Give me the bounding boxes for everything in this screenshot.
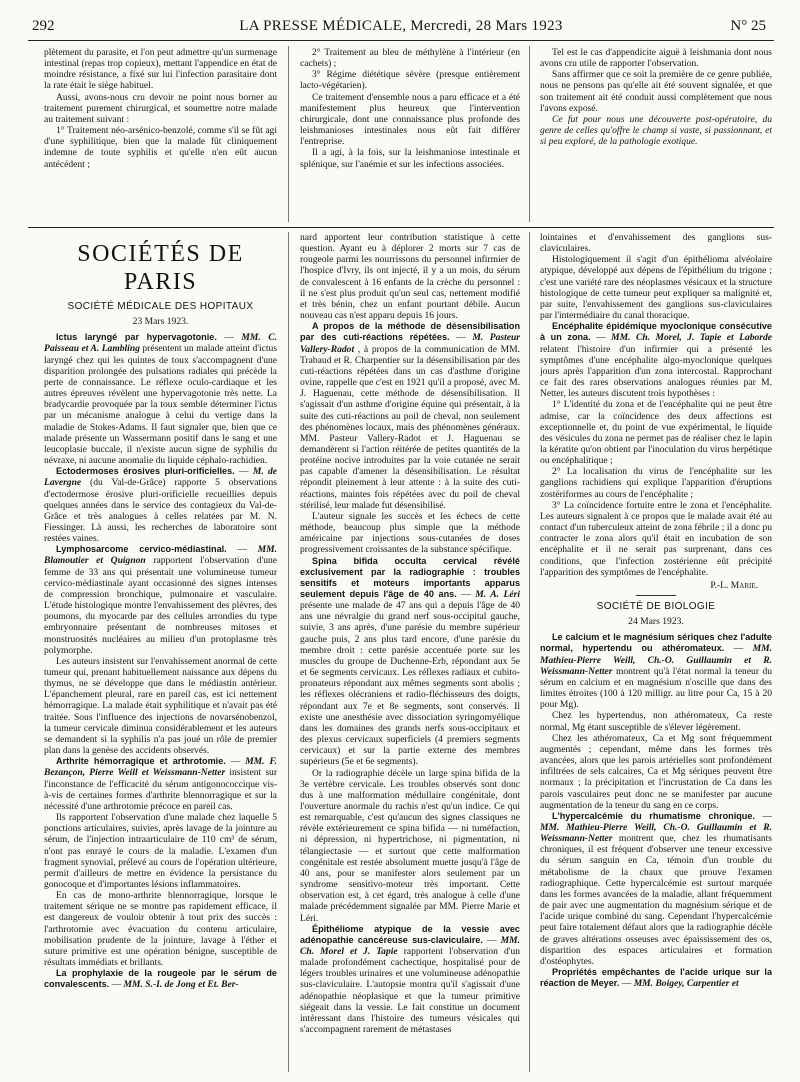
section-rule: [28, 227, 774, 228]
communication: A propos de la méthode de désensibilisation par des cuti-réactions répétées. — M. Pasteur Vallery-Radot , à propos de la communication de MM. Trabaud et R. Charpentier sur la désensibilisation par des cuti-réactions répétées dans un cas d'asthme d'origine ovine, rappelle que c'est en 1921 qu'il a proposé, avec M. J. Haguenau, cette méthode de désensibilisation. Il s'agissait d'un asthme d'origine équine qui présentait, à la suite des cuti-réactions au poil de cheval, non seulement des phénomènes locaux, mais des phénomènes généraux. MM. Pasteur Vallery-Radot et J. Haguenau se demandèrent si l'action réitérée de petites quantités de la protéine nocive introduites par la voie cutanée ne serait pas capable d'amener la désensibilisation. Le résultat répondit pleinement à leur attente : à la suite des cuti-réactions, maintes fois répétées avec du poil de cheval stérilisé, leur malade fut désensibilisé.: [300, 321, 520, 511]
communication-title: Encéphalite épidémique myoclonique consécutive à un zona.: [540, 321, 772, 343]
authors: MM. Blamoutier et Quignon: [44, 544, 277, 567]
societes-column-2: [300, 232, 520, 1070]
communication-text: relatent l'histoire d'un infirmier qui a présenté les symptômes d'une encéphalite algo-myoclonique quelques jours après l'apparition d'un zona intercostal. Rapprochant ce fait des rares observations analogues réunies par M. Netter, les auteurs discutent trois hypothèses :: [540, 343, 772, 400]
communication-text: Or la radiographie décèle un large spina bifida de la 3e vertèbre cervicale. Les troubles observés sont donc dus à une malformation médullaire congénitale, dont l'ouverture anormale du rachis n'est qu'un indice. Ce qui est remarquable, c'est qu'aucun des signes classiques ne révèle extérieurement ce spina bifida — ni tuméfaction, ni dépression, ni hypertrichose, ni pigmentation, ni télangiectasie — et surtout que cette malformation congénitale est restée absolument muette jusqu'à l'âge de 40 ans, pour se manifester alors seulement par un syndrome sensitivo-moteur très important. Cette observation est, à cet égard, très analogue à celle d'une malade précédemment signalée par MM. Pierre Marie et Léri.: [300, 767, 520, 924]
column-divider: [288, 232, 289, 1072]
authors: M. de Lavergne: [44, 466, 277, 489]
paragraph: [540, 500, 772, 578]
society-heading: SOCIÉTÉ MÉDICALE DES HOPITAUX: [67, 301, 254, 312]
column-divider: [529, 232, 530, 1072]
communication-title: Arthrite hémorragique et arthrotomie.: [56, 756, 226, 767]
communication: Le calcium et le magnésium sériques chez l'adulte normal, hypertendu ou athéromateux. — MM. Mathieu-Pierre Weill, Ch.-O. Guillaumin et R. Weissmann-Netter montrent qu'à l'état normal la teneur du sérum en calcium et en magnésium n'oscille que dans des limites étroites (100 à 120 milligr. au litre pour Ca, 15 à 20 pour Mg).: [540, 632, 772, 711]
paragraph: Tel est le cas d'appendicite aiguë à leishmania dont nous avons cru utile de rapporter l'observation.: [540, 47, 772, 70]
communication: Propriétés empêchantes de l'acide urique sur la réaction de Meyer. — MM. Boigey, Carpentier et: [540, 967, 772, 990]
communication: Ectodermoses érosives pluri-orificielles. — M. de Lavergne (du Val-de-Grâce) rapporte 5 observations d'ectodermose érosive pluri-orificielle recueillies depuis quelques années dans le service des contagieux du Val-de-Grâce et très analogues à celles relatées par M. N. Fiessinger. Là aussi, les recherches de laboratoire sont restées vaines.: [44, 466, 277, 545]
authors: MM. Boigey, Carpentier et: [633, 978, 739, 990]
communication-text: Histologiquement il s'agit d'un épithélioma alvéolaire atypique, développé aux dépens de l'épithélium du trigone ; c'est une variété rare des néoplasmes vésicaux et la structure histologique de cette tumeur peut expliquer sa malignité et, par suite, l'envahissement des ganglions sus-claviculaires par l'intermédiaire du canal thoracique.: [540, 254, 772, 322]
communication-text: montrent que, chez les rhumatisants chroniques, il est fréquent d'observer une teneur excessive du sérum sanguin en Ca, témoin d'un trouble du métabolisme de la chaux que prouve l'examen radiographique. Cette hypercalcémie est surtout marquée dans les formes avancées de la maladie, allant fréquemment de pair avec une augmentation du magnésium sérique et de l'acide urique combiné du sang. Cependant l'hypercalcémie peut faire totalement défaut alors que la radiographie décèle de graves altérations osseuses avec épaississement des os, disparition des espaces articulaires et formation d'ostéophytes.: [540, 833, 772, 967]
communication-text: 2° La localisation du virus de l'encéphalite sur les ganglions rachidiens qui explique l'apparition d'éruptions zostériformes au cours de l'encéphalite ;: [540, 466, 772, 500]
communication-title: A propos de la méthode de désensibilisation par des cuti-réactions répétées.: [300, 321, 520, 343]
communication-title: La prophylaxie de la rougeole par le sérum de convalescents.: [44, 968, 277, 990]
paragraph: [44, 656, 277, 756]
communications-list: [300, 232, 520, 1035]
paragraph: Il a agi, à la fois, sur la leishmaniose intestinale et splénique, sur l'anémie et sur les infections associées.: [300, 147, 520, 170]
communication: Encéphalite épidémique myoclonique consécutive à un zona. — MM. Ch. Morel, J. Tapie et Laborde relatent l'histoire d'un infirmier qui a présenté les symptômes d'une encéphalite algo-myoclonique quelques jours après l'apparition d'un zona intercostal. Rapprochant ce fait des rares observations analogues réunies par M. Netter, les auteurs discutent trois hypothèses :: [540, 321, 772, 400]
communication-text: L'auteur signale les succès et les échecs de cette méthode, beaucoup plus simple que la méthode américaine par injections sous-cutanées de doses progressivement croissantes de la substance spécifique.: [300, 510, 520, 556]
paragraph: [540, 733, 772, 811]
paragraph: [44, 812, 277, 890]
column-divider: [529, 46, 530, 222]
communication: L'hypercalcémie du rhumatisme chronique. — MM. Mathieu-Pierre Weill, Ch.-O. Guillaumin et R. Weissmann-Netter montrent que, chez les rhumatisants chroniques, il est fréquent d'observer une teneur excessive du sérum sanguin en Ca, témoin d'un trouble du métabolisme de la chaux que prouve l'examen radiographique. Cette hypercalcémie est surtout marquée dans les formes avancées de la maladie, allant fréquemment de pair avec une augmentation du magnésium sérique et de l'acide urique combiné du sang. Cependant l'hypercalcémie peut faire totalement défaut alors que la radiographie décèle de graves altérations osseuses avec épaississement des os, disparition des espaces articulaires et formation d'ostéophytes.: [540, 810, 772, 967]
paragraph: [44, 890, 277, 968]
paragraph: Ce traitement d'ensemble nous a paru efficace et a été manifestement plus heureux que l'intervention chirurgicale, dont une connaissance plus profonde des leishmanioses intestinales nous eût fait différer l'entreprise.: [300, 91, 520, 148]
communications-list: [540, 632, 772, 989]
communication-text: , à propos de la communication de MM. Trabaud et R. Charpentier sur la désensibilisation par des cuti-réactions répétées dans un cas d'asthme d'origine ovine, rappelle que c'est en 1921 qu'il a proposé, avec M. J. Haguenau, cette méthode de désensibilisation. Il s'agissait d'un asthme d'origine équine qui présentait, à la suite des cuti-réactions au poil de cheval, non seulement des phénomènes locaux, mais des phénomènes généraux. MM. Pasteur Vallery-Radot et J. Haguenau se demandèrent si l'action réitérée de petites quantités de la protéine nocive introduites par la voie cutanée ne serait pas capable d'amener la désensibilisation. Le résultat répondit pleinement à leur attente : à la suite des cuti-réactions, maintes fois répétées avec du poil de cheval stérilisé, leur malade fut désensibilisé.: [300, 343, 520, 511]
authors: MM. C. Paisseau et A. Lambling: [44, 332, 277, 355]
paragraph: [540, 254, 772, 321]
running-title: LA PRESSE MÉDICALE, Mercredi, 28 Mars 1923: [239, 18, 563, 34]
paragraph: 1° Traitement néo-arsénico-benzolé, comme s'il se fût agi d'une syphilitique, bien que la malade fût cliniquement indemne de toute syphilis et qu'elle n'en eût aucun antécédent ;: [44, 125, 277, 170]
paragraph: Sans affirmer que ce soit la première de ce genre publiée, nous ne pensons pas qu'elle ait été souvent signalée, et que son traitement ait été conduit aussi complètement que nous l'avons exposé.: [540, 69, 772, 114]
authors: M. A. Léri: [475, 589, 520, 600]
communication: Ictus laryngé par hypervagotonie. — MM. C. Paisseau et A. Lambling présentent un malade atteint d'ictus laryngé chez qui les quintes de toux s'accompagnent d'une disparition prolongée des pulsations radiales qui précède la perte de connaissance. Le réflexe oculo-cardiaque et les autres épreuves révèlent une hypervagotonie très nette. La bradycardie provoquée par la toux semble déterminer l'ictus par un mécanisme analogue à celui du vertige dans la maladie de Stokes-Adams. Il faut signaler que, bien que ce malade présente un Wassermann positif dans le sang et une leucoplasie buccale, il n'existe aucun signe de syphilis du névraxe, ni aucune anomalie du liquide céphalo-rachidien.: [44, 332, 277, 467]
communication-text: Chez les hypertendus, non athéromateux, Ca reste normal, Mg étant susceptible de s'élever légèrement.: [540, 710, 772, 733]
page-header: [28, 18, 774, 38]
society-heading: SOCIÉTÉ DE BIOLOGIE: [596, 601, 716, 612]
paragraph: [540, 710, 772, 732]
communication-text: Les auteurs insistent sur l'envahissement anormal de cette tumeur qui, prenant habituellement naissance aux dépens du thymus, ne se développe que dans le médiastin antérieur. L'épanchement pleural, rare en pareil cas, est ici nettement hémorragique. La malade était syphilitique et n'avait pas été traitée. Sous l'influence des injections de novarsénobenzol, la tumeur cervicale diminua considérablement et les auteurs se demandent si la syphilis n'a pas joué un rôle de premier plan dans la genèse des accidents observés.: [44, 655, 277, 757]
communication-title: Ictus laryngé par hypervagotonie.: [56, 332, 217, 343]
issue-number: N° 25: [730, 18, 766, 34]
communication: Lymphosarcome cervico-médiastinal. — MM. Blamoutier et Quignon rapportent l'observation d'une femme de 33 ans qui présentait une volumineuse tumeur cervico-médiastinale ayant occasionné des signes intenses de compression bronchique, pulmonaire et vasculaire. L'étude histologique montre l'envahissement des plèvres, des poumons, du myocarde par des cellules arrondies du type embryonnaire présentant de nombreuses mitoses et monstruosités nucléaires au milieu d'un protoplasme très polymorphe.: [44, 544, 277, 656]
communication-title: Spina bifida occulta cervical révélé exclusivement par la radiographie : troubles sensitifs et moteurs importants apparus seulement depuis l'âge de 40 ans.: [300, 555, 520, 599]
session-date: 24 Mars 1923.: [628, 616, 684, 628]
paragraph: [540, 466, 772, 499]
communication-text: Chez les athéromateux, Ca et Mg sont fréquemment augmentés ; cependant, même dans les formes très avancées, alors que les parois artérielles sont profondément infiltrées de sels calcaires, Ca et Mg sériques peuvent être normaux ; la précipitation et l'incrustation de Ca dans les parois vasculaires peut donc ne se manifester par aucune augmentation de la teneur du sang en ce corps.: [540, 732, 772, 811]
section-heading: SOCIÉTÉS DE PARIS: [77, 241, 244, 295]
page-number: 292: [32, 18, 55, 34]
top-column-3: [540, 47, 772, 215]
communication-text: présente une malade de 47 ans qui a depuis l'âge de 40 ans une névralgie du grand nerf sous-occipital gauche, suivie, 3 ans après, d'une parésie du membre supérieur gauche puis, 2 ans plus tard encore, d'une parésie du membre droit : cette parésie accentuée porte sur les muscles du groupe de Duchenne-Erb, répondant aux 5e et 6e segments cervicaux. Les réflexes radiaux et cubito-pronateurs répondant aux mêmes segments sont abolis ; les réflexes olécraniens et radio-fléchisseurs des doigts, répondant aux 7e et 8e segments, sont conservés. Il existe une anesthésie avec dissociation syringomyélique dans les domaines des grands nerfs sous-occipitaux et des plexus cervicaux superficiels (4 premiers segments cervicaux) et sur la partie externe des membres supérieurs (5e et 6e segments).: [300, 600, 520, 768]
authors: MM. Mathieu-Pierre Weill, Ch.-O. Guillaumin et R. Weissmann-Netter: [540, 643, 772, 677]
header-rule: [28, 40, 774, 41]
paragraph: [540, 232, 772, 254]
societes-column-3: [540, 232, 772, 1070]
communication-text: lointaines et d'envahissement des ganglions sus-claviculaires.: [540, 232, 772, 255]
paragraph: 2° Traitement au bleu de méthylène à l'intérieur (en cachets) ;: [300, 47, 520, 70]
authors: MM. Mathieu-Pierre Weill, Ch.-O. Guillaumin et R. Weissmann-Netter: [540, 821, 772, 845]
paragraph: [300, 768, 520, 924]
communication-title: Lymphosarcome cervico-médiastinal.: [56, 544, 227, 555]
authors: MM. Ch. Morel, J. Tapie et Laborde: [611, 332, 772, 344]
communication: Spina bifida occulta cervical révélé exclusivement par la radiographie : troubles sensitifs et moteurs importants apparus seulement depuis l'âge de 40 ans. — M. A. Léri présente une malade de 47 ans qui a depuis l'âge de 40 ans une névralgie du grand nerf sous-occipital gauche, suivie, 3 ans après, d'une parésie du membre supérieur gauche puis, 2 ans plus tard encore, d'une parésie du membre droit : cette parésie accentuée porte sur les muscles du groupe de Duchenne-Erb, répondant aux 5e et 6e segments cervicaux. Les réflexes radiaux et cubito-pronateurs répondant aux mêmes segments sont abolis ; les réflexes olécraniens et radio-fléchisseurs des doigts, répondant aux 7e et 8e segments, sont conservés. Il existe une anesthésie avec dissociation syringomyélique dans les domaines des grands nerfs sous-occipitaux et des plexus cervicaux superficiels (4 premiers segments cervicaux) et sur la partie externe des membres supérieurs (5e et 6e segments).: [300, 555, 520, 768]
communication-text: Ils rapportent l'observation d'une malade chez laquelle 5 ponctions articulaires, suivies, après lavage de la jointure au sérum, de l'injection intraarticulaire de 110 cm³ de sérum, n'ont pas enrayé le cours de la maladie. L'examen d'un fragment synovial, prélevé au cours de l'opération ultérieure, permit d'ailleurs de mettre en évidence la persistance du gonocoque et d'importantes lésions inflammatoires.: [44, 812, 277, 890]
signature: P.-L. Marie.: [710, 579, 758, 591]
short-rule: [636, 595, 676, 596]
paragraph: Aussi, avons-nous cru devoir ne point nous borner au traitement purement chirurgical, et soumettre notre malade au traitement suivant :: [44, 91, 277, 125]
societes-column-1: [44, 232, 277, 1070]
session-date: 23 Mars 1923.: [132, 316, 189, 328]
authors: MM. Ch. Morel et J. Tapie: [300, 934, 520, 957]
communication-text: insistent sur l'inconstance de l'efficacité du sérum antigonococcique vis-à-vis de certaines formes d'arthrite blennorragique et sur la nécessité d'une arthrotomie précoce en pareil cas.: [44, 767, 277, 812]
communication-text: (du Val-de-Grâce) rapporte 5 observations d'ectodermose érosive pluri-orificielle recueillies depuis quelques années dans le service des contagieux du Val-de-Grâce et très analogues à celles relatées par M. N. Fiessinger. Là aussi, les recherches de laboratoire sont restées vaines.: [44, 477, 277, 545]
communication-text: En cas de mono-arthrite blennorragique, lorsque le traitement sérique ne se montre pas rapidement efficace, il est dangereux de vouloir obtenir à tout prix des succès : l'arthrotomie avec évacuation du contenu articulaire, mobilisation prudente de la jointure, lavage à l'éther et suture primitive est une opération bénigne, susceptible de résultats immédiats et brillants.: [44, 890, 277, 969]
communication-title: L'hypercalcémie du rhumatisme chronique.: [552, 810, 755, 821]
communication: Épithéliome atypique de la vessie avec adénopathie cancéreuse sus-claviculaire. — MM. Ch. Morel et J. Tapie rapportent l'observation d'un malade profondément cachectique, hospitalisé pour de légers troubles urinaires et une volumineuse adénopathie sus-claviculaire. L'autopsie montra qu'il s'agissait d'une adénopathie néoplasique et que la tumeur primitive siégeait dans la vessie. Le fait constitue un document intéressant dans l'histoire des tumeurs vésicales qui s'accompagnent rarement de métastases: [300, 923, 520, 1036]
paragraph: [540, 399, 772, 466]
communication-text: rapportent l'observation d'une femme de 33 ans qui présentait une volumineuse tumeur cervico-médiastinale ayant occasionné des signes intenses de compression bronchique, pulmonaire et vasculaire. L'étude histologique montre l'envahissement des plèvres, des poumons, du myocarde par des cellules arrondies du type embryonnaire présentant de nombreuses mitoses et monstruosités nucléaires au milieu d'un protoplasme très polymorphe.: [44, 555, 277, 656]
communication-text: rapportent l'observation d'un malade profondément cachectique, hospitalisé pour de légers troubles urinaires et une volumineuse adénopathie sus-claviculaire. L'autopsie montra qu'il s'agissait d'une adénopathie néoplasique et que la tumeur primitive siégeait dans la vessie. Le fait constitue un document intéressant dans l'histoire des tumeurs vésicales qui s'accompagnent rarement de métastases: [300, 946, 520, 1036]
paragraph: [300, 511, 520, 556]
communications-list: [44, 332, 277, 990]
communication-text: nard apportent leur contribution statistique à cette question. Ayant eu à déplorer 2 morts sur 7 cas de rougeole parmi les nourrissons du personnel infirmier de l'hospice d'Ivry, ils ont injecté, il y a un mois, du sérum de convalescent à 16 enfants de la crèche du personnel : il ne s'est plus produit qu'un seul cas, nettement modifié et très bénin, chez un enfant pourtant débile. Aucun nouveau cas n'est apparu depuis 16 jours.: [300, 232, 520, 322]
communication-title: Ectodermoses érosives pluri-orificielles.: [56, 466, 235, 477]
communication-text: montrent qu'à l'état normal la teneur du sérum en calcium et en magnésium n'oscille que dans des limites étroites (100 à 120 milligr. au litre pour Ca, 15 à 20 pour Mg).: [540, 665, 772, 711]
column-divider: [288, 46, 289, 222]
authors: M. Pasteur Vallery-Radot: [300, 332, 520, 355]
paragraph: [300, 232, 520, 321]
communication-text: présentent un malade atteint d'ictus laryngé chez qui les quintes de toux s'accompagnent d'une disparition prolongée des pulsations radiales qui précède la perte de connaissance. Le réflexe oculo-cardiaque et les autres épreuves révèlent une hypervagotonie très nette. La bradycardie provoquée par la toux semble déterminer l'ictus par un mécanisme analogue à celui du vertige dans la maladie de Stokes-Adams. Il faut signaler que, bien que ce malade présente un Wassermann positif dans le sang et une leucoplasie buccale, il n'existe aucun signe de syphilis du névraxe, ni aucune anomalie du liquide céphalo-rachidien.: [44, 343, 277, 467]
top-column-2: [300, 47, 520, 215]
communications-list: [540, 232, 772, 578]
paragraph: 3° Régime diététique sévère (presque entièrement lacto-végétarien).: [300, 69, 520, 92]
paragraph: Ce fut pour nous une découverte post-opératoire, du genre de celles qu'offre le champ si vaste, si passionnant, et si peu exploré, de la pathologie exotique.: [540, 113, 772, 148]
communication-text: 3° La coïncidence fortuite entre le zona et l'encéphalite. Les auteurs signalent à ce propos que le malade avait été au contact d'un tuberculeux atteint de zona fébrile ; il a donc pu contracter le zona alors qu'il était en incubation de son encéphalite et il ne serait pas surprenant, dans ces conditions, que l'infection zostérienne eût précipité l'apparition des symptômes de l'encéphalite.: [540, 499, 772, 578]
communication-text: 1° L'identité du zona et de l'encéphalite qui ne peut être admise, car la coïncidence des deux affections est exceptionnelle et, du point de vue expérimental, le liquide des vésicules du zona ne permet pas de réaliser chez le lapin la kératite qu'on obtient par l'inoculation du virus herpétique ou encéphalitique ;: [540, 399, 772, 467]
communication: Arthrite hémorragique et arthrotomie. — MM. F. Bezançon, Pierre Weill et Weissmann-Netter insistent sur l'inconstance de l'efficacité du sérum antigonococcique vis-à-vis de certaines formes d'arthrite blennorragique et sur la nécessité d'une arthrotomie précoce en pareil cas.: [44, 756, 277, 812]
communication-title: Épithéliome atypique de la vessie avec adénopathie cancéreuse sus-claviculaire.: [300, 923, 520, 945]
top-column-1: [44, 47, 277, 215]
authors: MM. F. Bezançon, Pierre Weill et Weissmann-Netter: [44, 756, 277, 779]
authors: MM. S.-I. de Jong et Et. Ber-: [123, 979, 239, 991]
communication: La prophylaxie de la rougeole par le sérum de convalescents. — MM. S.-I. de Jong et Et. Ber-: [44, 968, 277, 991]
paragraph: plètement du parasite, et l'on peut admettre qu'un surmenage intestinal (repas trop copieux), mettant l'appendice en état de moindre résistance, a fixé sur lui l'infection parasitaire dont la rate était le siège habituel.: [44, 47, 277, 92]
communication-title: Propriétés empêchantes de l'acide urique sur la réaction de Meyer.: [540, 967, 772, 989]
communication-title: Le calcium et le magnésium sériques chez l'adulte normal, hypertendu ou athéromateux.: [540, 632, 772, 654]
